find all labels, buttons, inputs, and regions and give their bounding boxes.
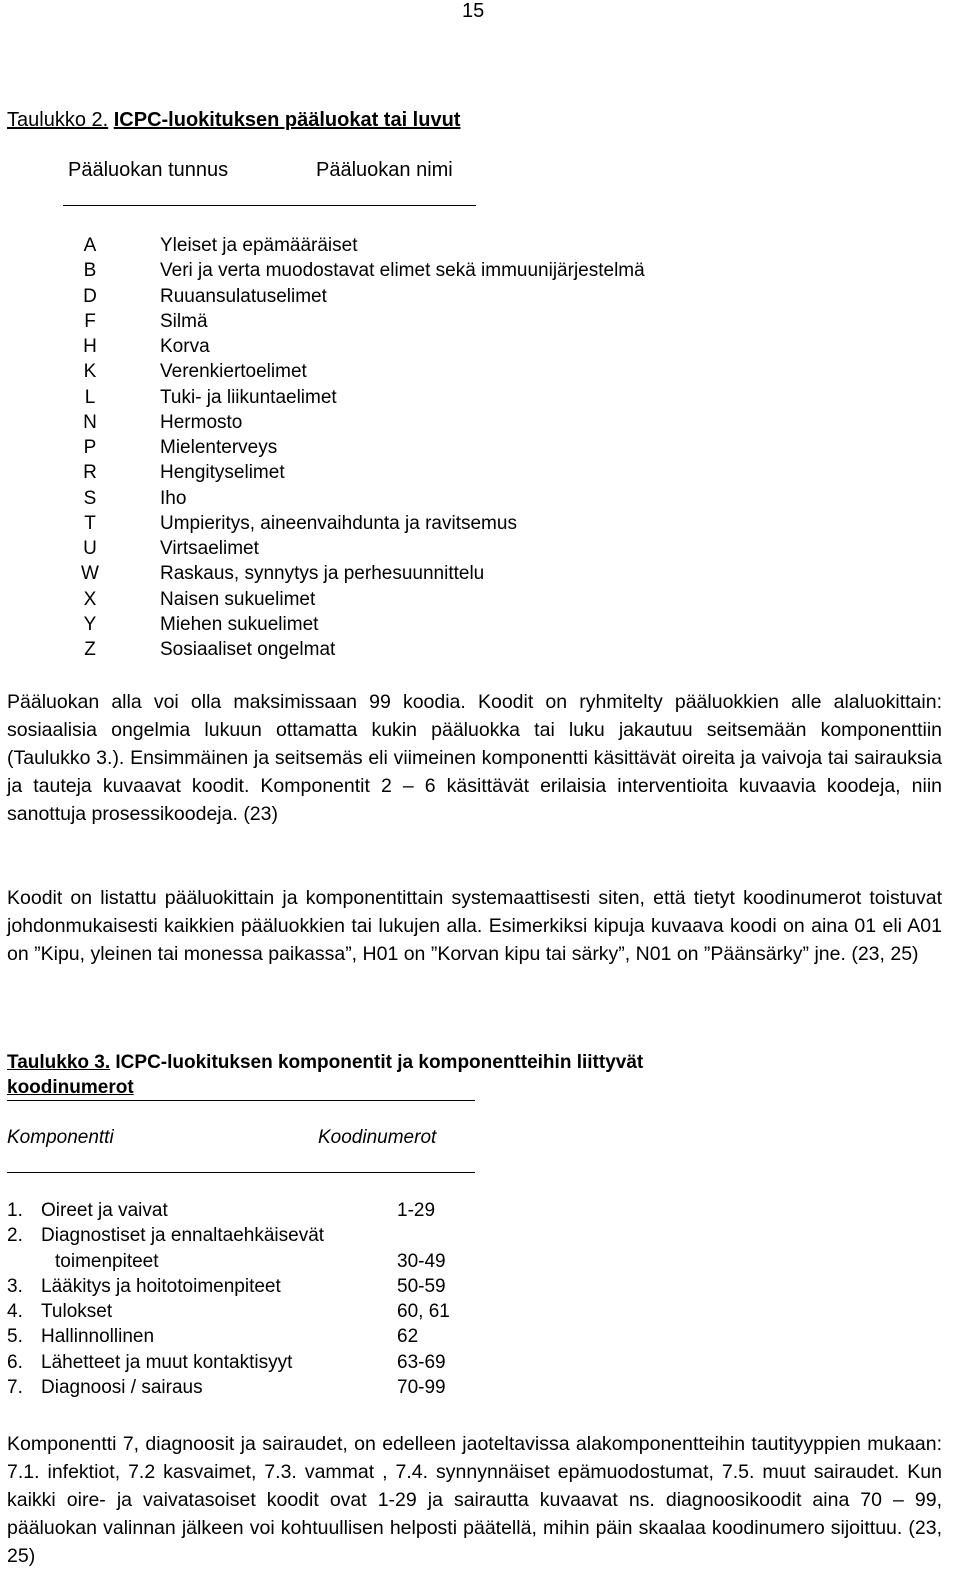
component-row [7,1249,507,1274]
category-code: W [81,563,99,585]
category-code: F [84,310,96,332]
category-code: X [83,588,97,610]
category-row [70,536,770,561]
category-row [70,561,770,586]
category-code: H [83,336,97,357]
component-number: 2. [7,1225,23,1247]
category-name: Veri ja verta muodostavat elimet sekä immuunijärjestelmä [160,260,645,282]
component-row [7,1375,507,1400]
table3-caption-rule [7,1100,475,1101]
component-number: 7. [7,1377,23,1399]
category-code: Z [84,639,96,660]
category-name: Umpieritys, aineenvaihdunta ja ravitsemus [160,512,517,534]
component-row [7,1324,507,1349]
category-name: Virtsaelimet [160,538,259,559]
component-name: Hallinnollinen [41,1326,155,1348]
component-codes: 63-69 [397,1351,446,1373]
component-name: Lääkitys ja hoitotoimenpiteet [41,1275,281,1297]
category-row [70,460,770,485]
category-code: B [83,260,97,282]
category-name: Ruuansulatuselimet [160,285,327,307]
category-row [70,284,770,309]
component-codes: 60, 61 [397,1301,450,1323]
category-row [70,612,770,637]
component-name: Tulokset [41,1301,113,1323]
table3-caption-line1: ICPC-luokituksen komponentit ja komponentteihin liittyvät [115,1052,644,1073]
category-name: Silmä [160,310,208,332]
category-name: Mielenterveys [160,437,278,458]
page-number: 15 [462,0,485,22]
category-row [70,258,770,283]
category-code: Y [83,613,97,635]
component-row [7,1350,507,1375]
table3-caption-line2: koodinumerot [7,1077,134,1098]
category-row [70,637,770,662]
table3-caption-label: Taulukko 3. [7,1052,111,1073]
component-codes: 30-49 [397,1250,446,1272]
category-name: Hengityselimet [160,462,285,484]
category-code: T [84,512,96,534]
paragraph-codes-grouping: Pääluokan alla voi olla maksimissaan 99 koodia. Koodit on ryhmitelty pääluokkien alle alaluokittain: sosiaalisia ongelmia lukuun ottamatta kukin pääluokka tai luku jakautuu seitsemään komponenttiin (Taulukko 3.). Ensimmäinen ja seitsemäs eli viimeinen komponentti käsittävät oireita ja vaivoja tai sairauksia ja tauteja kuvaavat koodit. Komponentit 2 – 6 käsittävät erilaisia interventioita kuvaavia koodeja, niin sanottuja prosessikoodeja. (23) [7,691,942,825]
category-name: Iho [160,487,187,509]
category-code: R [83,462,97,484]
table3-caption [7,1050,767,1100]
category-name: Korva [160,336,210,357]
category-name: Verenkiertoelimet [160,361,307,383]
category-name: Sosiaaliset ongelmat [160,639,336,660]
component-number: 3. [7,1275,23,1297]
component-row [7,1223,507,1248]
component-number: 1. [7,1200,23,1221]
category-row [70,410,770,435]
paragraph-component-7: Komponentti 7, diagnoosit ja sairaudet, on edelleen jaoteltavissa alakomponentteihin tautityyppien mukaan: 7.1. infektiot, 7.2 kasvaimet, 7.3. vammat , 7.4. synnynnäiset epämuodostumat, 7.5. muut sairaudet. Kun kaikki oire- ja vaivatasoiset koodit ovat 1-29 ja sairautta kuvaavat ns. diagnoosikoodit aina 70 – 99, pääluokan valinnan jälkeen voi kohtuullisen helposti päätellä, mihin päin skaalaa koodinumero sijoittuu. (23, 25) [7,1433,942,1567]
category-name: Hermosto [160,411,243,433]
category-code: U [83,538,97,559]
component-name: Diagnoosi / sairaus [41,1377,203,1399]
component-codes: 1-29 [397,1200,436,1221]
category-row [70,334,770,359]
component-number: 4. [7,1301,23,1323]
category-list [70,233,770,662]
component-name: Oireet ja vaivat [41,1200,168,1221]
category-name: Tuki- ja liikuntaelimet [160,386,337,408]
category-row [70,587,770,612]
table2-caption [7,108,460,132]
table3-header-rule [7,1172,475,1173]
category-code: K [83,361,97,383]
category-code: L [84,386,96,408]
category-row [70,385,770,410]
component-number: 6. [7,1351,23,1373]
category-row [70,359,770,384]
component-number: 5. [7,1326,23,1348]
table3-header-codes: Koodinumerot [318,1127,437,1148]
category-row [70,309,770,334]
category-code: N [83,411,97,433]
component-name: Diagnostiset ja ennaltaehkäisevät [41,1225,325,1247]
table2-caption-label: Taulukko 2. [7,109,109,131]
category-name: Naisen sukuelimet [160,588,316,610]
table2-caption-title: ICPC-luokituksen pääluokat tai luvut [113,109,461,131]
component-row [7,1299,507,1324]
category-row [70,511,770,536]
component-row [7,1274,507,1299]
component-codes: 62 [397,1326,419,1348]
component-list [7,1198,507,1400]
category-name: Yleiset ja epämääräiset [160,235,358,256]
table2-header-rule [63,205,476,206]
category-code: D [83,285,97,307]
category-code: P [83,437,97,458]
category-code: A [83,235,97,256]
paragraph-code-numbering: Koodit on listattu pääluokittain ja komponentittain systemaattisesti siten, että tietyt koodinumerot toistuvat johdonmukaisesti kaikkien pääluokkien tai lukujen alla. Esimerkiksi kipuja kuvaava koodi on aina 01 eli A01 on ”Kipu, yleinen tai monessa paikassa”, H01 on ”Korvan kipu tai särky”, N01 on ”Päänsärky” jne. (23, 25) [7,887,942,965]
category-name: Raskaus, synnytys ja perhesuunnittelu [160,563,485,585]
table2-header-name: Pääluokan nimi [316,159,453,181]
table3-header-component: Komponentti [7,1127,114,1148]
category-row [70,486,770,511]
category-name: Miehen sukuelimet [160,613,319,635]
component-row [7,1198,507,1223]
component-codes: 70-99 [397,1377,446,1399]
category-code: S [83,487,97,509]
component-codes: 50-59 [397,1275,446,1297]
category-row [70,435,770,460]
category-row [70,233,770,258]
table2-header-code: Pääluokan tunnus [68,159,229,181]
component-name: Lähetteet ja muut kontaktisyyt [41,1351,293,1373]
component-name: toimenpiteet [55,1250,159,1272]
